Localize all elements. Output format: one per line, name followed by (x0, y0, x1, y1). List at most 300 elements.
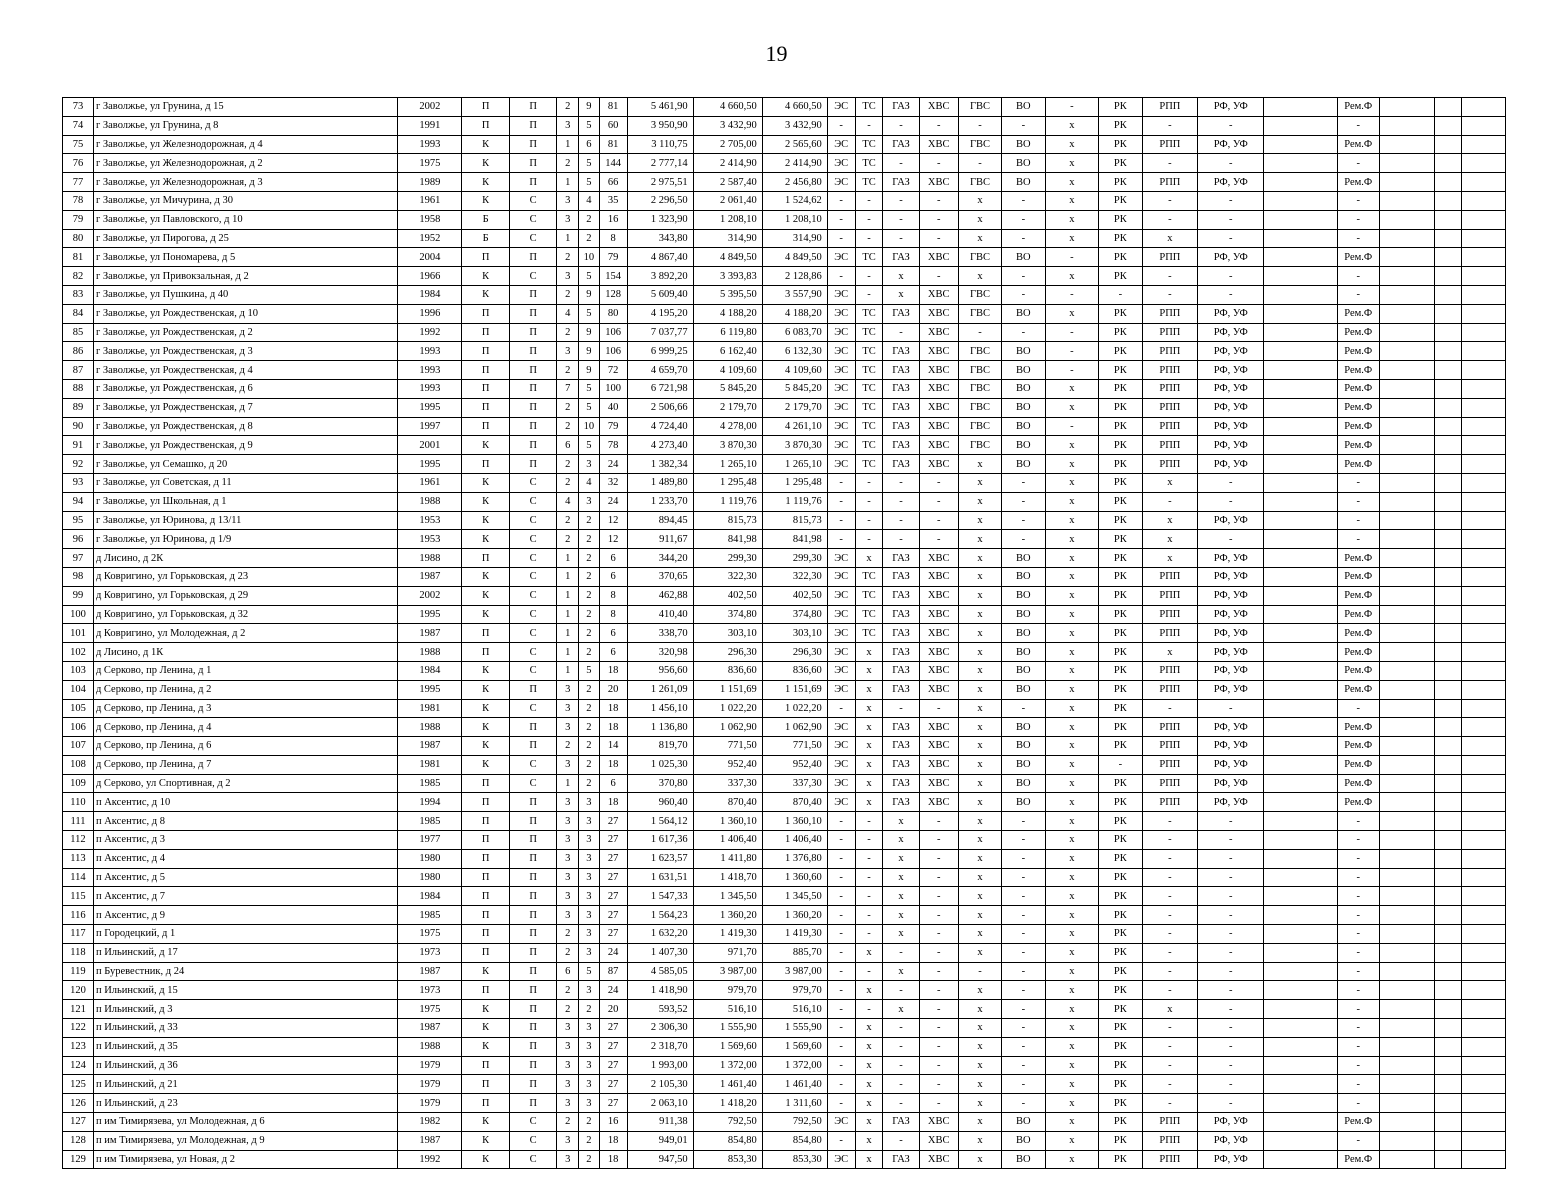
cell-es: - (827, 511, 855, 530)
cell-hvs: - (919, 887, 958, 906)
table-row (63, 511, 1506, 530)
cell-area_living2: 952,40 (762, 755, 827, 774)
cell-year: 1991 (398, 116, 462, 135)
cell-wall: П (462, 943, 509, 962)
cell-floors: 3 (557, 1094, 579, 1113)
cell-apts: 18 (599, 1131, 627, 1150)
cell-wall: К (462, 718, 509, 737)
cell-gas: - (883, 1131, 919, 1150)
cell-e3 (1462, 267, 1506, 286)
table-row (63, 98, 1506, 117)
cell-rf: РФ, УФ (1198, 135, 1264, 154)
cell-gas: - (883, 943, 919, 962)
cell-type: П (509, 868, 556, 887)
cell-area_total: 1 564,12 (627, 812, 693, 831)
cell-no: 126 (63, 1094, 94, 1113)
cell-area_living2: 1 419,30 (762, 925, 827, 944)
cell-gvs: - (958, 323, 1001, 342)
cell-ts: x (855, 680, 883, 699)
cell-area_total: 2 306,30 (627, 1019, 693, 1038)
cell-rpp: РПП (1142, 793, 1198, 812)
cell-e2 (1434, 1113, 1462, 1132)
cell-area_living: 337,30 (693, 774, 762, 793)
cell-apts: 106 (599, 342, 627, 361)
cell-entrances: 3 (579, 812, 600, 831)
cell-address: п Ильинский, д 23 (93, 1094, 397, 1113)
cell-address: д Серково, пр Ленина, д 1 (93, 661, 397, 680)
cell-gvs: x (958, 1019, 1001, 1038)
cell-vo: ВО (1002, 774, 1045, 793)
cell-es: - (827, 1000, 855, 1019)
cell-e1 (1379, 567, 1434, 586)
cell-rk: РК (1099, 455, 1142, 474)
cell-es: ЭС (827, 680, 855, 699)
cell-e3 (1462, 981, 1506, 1000)
cell-es: ЭС (827, 605, 855, 624)
cell-blank1 (1264, 229, 1337, 248)
cell-apts: 27 (599, 887, 627, 906)
cell-rpp: - (1142, 925, 1198, 944)
cell-entrances: 5 (579, 962, 600, 981)
cell-no: 78 (63, 191, 94, 210)
cell-hvs: ХВС (919, 248, 958, 267)
cell-es: ЭС (827, 173, 855, 192)
cell-wall: П (462, 342, 509, 361)
cell-wall: К (462, 267, 509, 286)
cell-rf: РФ, УФ (1198, 567, 1264, 586)
cell-vo: ВО (1002, 605, 1045, 624)
cell-rf: РФ, УФ (1198, 1113, 1264, 1132)
cell-e3 (1462, 1131, 1506, 1150)
cell-e3 (1462, 98, 1506, 117)
cell-area_living: 792,50 (693, 1113, 762, 1132)
cell-vd: x (1045, 774, 1099, 793)
cell-e3 (1462, 1113, 1506, 1132)
cell-vo: ВО (1002, 398, 1045, 417)
cell-e1 (1379, 586, 1434, 605)
cell-rem: - (1337, 210, 1379, 229)
cell-ts: ТС (855, 98, 883, 117)
cell-ts: x (855, 1056, 883, 1075)
cell-area_living: 2 414,90 (693, 154, 762, 173)
cell-no: 110 (63, 793, 94, 812)
cell-e2 (1434, 962, 1462, 981)
cell-e2 (1434, 342, 1462, 361)
table-row (63, 831, 1506, 850)
cell-gas: - (883, 699, 919, 718)
cell-type: С (509, 1113, 556, 1132)
cell-rk: РК (1099, 1131, 1142, 1150)
cell-floors: 6 (557, 436, 579, 455)
cell-vo: - (1002, 831, 1045, 850)
cell-no: 83 (63, 285, 94, 304)
cell-address: д Ковригино, ул Горьковская, д 32 (93, 605, 397, 624)
cell-rem: Рем.Ф (1337, 248, 1379, 267)
cell-rem: Рем.Ф (1337, 1150, 1379, 1169)
cell-area_living: 296,30 (693, 643, 762, 662)
cell-es: - (827, 943, 855, 962)
cell-wall: П (462, 1094, 509, 1113)
cell-rk: РК (1099, 549, 1142, 568)
cell-wall: Б (462, 210, 509, 229)
cell-floors: 1 (557, 173, 579, 192)
cell-type: С (509, 586, 556, 605)
cell-rk: РК (1099, 1056, 1142, 1075)
cell-e3 (1462, 774, 1506, 793)
cell-rem: Рем.Ф (1337, 98, 1379, 117)
cell-hvs: ХВС (919, 398, 958, 417)
cell-rem: Рем.Ф (1337, 755, 1379, 774)
cell-es: - (827, 1075, 855, 1094)
cell-blank1 (1264, 455, 1337, 474)
cell-vo: ВО (1002, 793, 1045, 812)
cell-rf: - (1198, 229, 1264, 248)
cell-year: 1987 (398, 737, 462, 756)
cell-wall: П (462, 116, 509, 135)
cell-no: 121 (63, 1000, 94, 1019)
cell-rpp: РПП (1142, 436, 1198, 455)
cell-entrances: 3 (579, 793, 600, 812)
cell-vo: - (1002, 1056, 1045, 1075)
cell-area_living2: 303,10 (762, 624, 827, 643)
cell-floors: 4 (557, 492, 579, 511)
cell-ts: x (855, 1113, 883, 1132)
cell-e1 (1379, 1019, 1434, 1038)
cell-hvs: - (919, 981, 958, 1000)
cell-e2 (1434, 605, 1462, 624)
cell-gas: ГАЗ (883, 661, 919, 680)
cell-wall: К (462, 1000, 509, 1019)
cell-vo: ВО (1002, 1113, 1045, 1132)
cell-rpp: РПП (1142, 361, 1198, 380)
cell-ts: x (855, 1150, 883, 1169)
cell-rpp: - (1142, 210, 1198, 229)
cell-e3 (1462, 1075, 1506, 1094)
cell-type: П (509, 1000, 556, 1019)
cell-gvs: x (958, 549, 1001, 568)
cell-type: П (509, 812, 556, 831)
cell-rem: - (1337, 1019, 1379, 1038)
cell-no: 92 (63, 455, 94, 474)
cell-area_living2: 853,30 (762, 1150, 827, 1169)
cell-hvs: - (919, 473, 958, 492)
cell-hvs: - (919, 699, 958, 718)
cell-year: 1987 (398, 567, 462, 586)
cell-entrances: 3 (579, 831, 600, 850)
cell-es: ЭС (827, 661, 855, 680)
cell-type: П (509, 154, 556, 173)
cell-blank1 (1264, 511, 1337, 530)
cell-e1 (1379, 699, 1434, 718)
cell-area_living: 4 849,50 (693, 248, 762, 267)
cell-hvs: ХВС (919, 624, 958, 643)
cell-e3 (1462, 567, 1506, 586)
cell-apts: 80 (599, 304, 627, 323)
cell-rem: - (1337, 849, 1379, 868)
cell-wall: К (462, 1113, 509, 1132)
cell-year: 1975 (398, 1000, 462, 1019)
cell-apts: 20 (599, 1000, 627, 1019)
cell-area_living: 5 395,50 (693, 285, 762, 304)
cell-address: п Аксентис, д 10 (93, 793, 397, 812)
cell-entrances: 5 (579, 379, 600, 398)
cell-e2 (1434, 906, 1462, 925)
cell-year: 1992 (398, 1150, 462, 1169)
cell-vd: x (1045, 831, 1099, 850)
cell-e1 (1379, 793, 1434, 812)
cell-rem: Рем.Ф (1337, 549, 1379, 568)
cell-es: - (827, 849, 855, 868)
cell-gvs: x (958, 943, 1001, 962)
cell-area_living2: 2 456,80 (762, 173, 827, 192)
cell-entrances: 5 (579, 116, 600, 135)
cell-hvs: - (919, 210, 958, 229)
cell-gas: ГАЗ (883, 455, 919, 474)
cell-es: ЭС (827, 755, 855, 774)
cell-e3 (1462, 624, 1506, 643)
cell-gvs: x (958, 267, 1001, 286)
cell-no: 119 (63, 962, 94, 981)
cell-year: 1953 (398, 511, 462, 530)
cell-no: 117 (63, 925, 94, 944)
cell-vd: x (1045, 680, 1099, 699)
cell-gas: ГАЗ (883, 98, 919, 117)
cell-ts: - (855, 511, 883, 530)
cell-gvs: x (958, 605, 1001, 624)
cell-area_living: 303,10 (693, 624, 762, 643)
cell-entrances: 3 (579, 1019, 600, 1038)
cell-no: 116 (63, 906, 94, 925)
cell-year: 1973 (398, 981, 462, 1000)
cell-address: г Заволжье, ул Рождественская, д 4 (93, 361, 397, 380)
cell-e3 (1462, 699, 1506, 718)
cell-e1 (1379, 868, 1434, 887)
cell-rf: РФ, УФ (1198, 661, 1264, 680)
cell-rem: Рем.Ф (1337, 718, 1379, 737)
cell-gvs: x (958, 586, 1001, 605)
cell-type: С (509, 605, 556, 624)
cell-rf: - (1198, 1037, 1264, 1056)
cell-floors: 1 (557, 661, 579, 680)
cell-apts: 144 (599, 154, 627, 173)
cell-area_total: 1 382,34 (627, 455, 693, 474)
cell-type: П (509, 417, 556, 436)
cell-type: П (509, 680, 556, 699)
cell-entrances: 5 (579, 398, 600, 417)
cell-type: П (509, 1037, 556, 1056)
cell-area_living2: 6 083,70 (762, 323, 827, 342)
cell-no: 103 (63, 661, 94, 680)
cell-apts: 24 (599, 943, 627, 962)
cell-type: С (509, 473, 556, 492)
cell-gas: x (883, 849, 919, 868)
cell-gas: - (883, 229, 919, 248)
cell-apts: 35 (599, 191, 627, 210)
cell-rem: Рем.Ф (1337, 455, 1379, 474)
cell-no: 74 (63, 116, 94, 135)
cell-entrances: 5 (579, 304, 600, 323)
table-row (63, 549, 1506, 568)
cell-rpp: РПП (1142, 379, 1198, 398)
cell-rf: РФ, УФ (1198, 342, 1264, 361)
cell-rk: РК (1099, 191, 1142, 210)
cell-e1 (1379, 831, 1434, 850)
table-row (63, 191, 1506, 210)
cell-rf: - (1198, 962, 1264, 981)
cell-area_total: 343,80 (627, 229, 693, 248)
cell-apts: 87 (599, 962, 627, 981)
cell-no: 99 (63, 586, 94, 605)
cell-floors: 2 (557, 323, 579, 342)
cell-area_living2: 870,40 (762, 793, 827, 812)
cell-rf: РФ, УФ (1198, 511, 1264, 530)
cell-vd: x (1045, 210, 1099, 229)
cell-area_living: 971,70 (693, 943, 762, 962)
cell-entrances: 2 (579, 774, 600, 793)
cell-apts: 27 (599, 1019, 627, 1038)
cell-type: С (509, 774, 556, 793)
cell-address: д Серково, пр Ленина, д 3 (93, 699, 397, 718)
cell-es: - (827, 267, 855, 286)
cell-vo: ВО (1002, 379, 1045, 398)
cell-no: 129 (63, 1150, 94, 1169)
cell-rpp: - (1142, 285, 1198, 304)
cell-hvs: ХВС (919, 586, 958, 605)
cell-floors: 3 (557, 1131, 579, 1150)
cell-vo: ВО (1002, 1131, 1045, 1150)
cell-vo: - (1002, 1075, 1045, 1094)
cell-e3 (1462, 210, 1506, 229)
cell-es: - (827, 191, 855, 210)
cell-apts: 6 (599, 567, 627, 586)
cell-rpp: - (1142, 1075, 1198, 1094)
cell-gas: ГАЗ (883, 436, 919, 455)
cell-rk: РК (1099, 643, 1142, 662)
cell-floors: 3 (557, 812, 579, 831)
cell-es: - (827, 1131, 855, 1150)
cell-blank1 (1264, 1056, 1337, 1075)
cell-rem: Рем.Ф (1337, 173, 1379, 192)
cell-e2 (1434, 361, 1462, 380)
cell-area_living2: 4 849,50 (762, 248, 827, 267)
cell-rk: РК (1099, 943, 1142, 962)
cell-e1 (1379, 906, 1434, 925)
cell-rf: - (1198, 285, 1264, 304)
table-row (63, 135, 1506, 154)
cell-area_total: 2 318,70 (627, 1037, 693, 1056)
cell-vo: ВО (1002, 755, 1045, 774)
cell-blank1 (1264, 492, 1337, 511)
cell-blank1 (1264, 191, 1337, 210)
cell-vd: x (1045, 511, 1099, 530)
cell-rf: РФ, УФ (1198, 549, 1264, 568)
cell-gvs: x (958, 793, 1001, 812)
cell-entrances: 10 (579, 417, 600, 436)
cell-gvs: - (958, 962, 1001, 981)
cell-wall: К (462, 473, 509, 492)
cell-ts: ТС (855, 361, 883, 380)
cell-blank1 (1264, 267, 1337, 286)
cell-hvs: - (919, 116, 958, 135)
cell-wall: К (462, 530, 509, 549)
cell-hvs: - (919, 1037, 958, 1056)
cell-area_total: 7 037,77 (627, 323, 693, 342)
cell-e2 (1434, 699, 1462, 718)
cell-es: ЭС (827, 323, 855, 342)
cell-e3 (1462, 906, 1506, 925)
cell-blank1 (1264, 567, 1337, 586)
cell-area_total: 3 892,20 (627, 267, 693, 286)
cell-e3 (1462, 361, 1506, 380)
cell-area_total: 1 233,70 (627, 492, 693, 511)
cell-area_living: 6 162,40 (693, 342, 762, 361)
cell-es: - (827, 473, 855, 492)
cell-hvs: ХВС (919, 173, 958, 192)
cell-es: - (827, 492, 855, 511)
cell-gas: ГАЗ (883, 680, 919, 699)
cell-blank1 (1264, 1113, 1337, 1132)
cell-vd: x (1045, 1131, 1099, 1150)
cell-es: - (827, 868, 855, 887)
cell-blank1 (1264, 755, 1337, 774)
cell-ts: x (855, 943, 883, 962)
cell-blank1 (1264, 831, 1337, 850)
cell-vd: x (1045, 1094, 1099, 1113)
cell-rk: РК (1099, 473, 1142, 492)
cell-vo: - (1002, 1037, 1045, 1056)
cell-blank1 (1264, 737, 1337, 756)
cell-apts: 24 (599, 455, 627, 474)
cell-gas: x (883, 906, 919, 925)
cell-floors: 1 (557, 605, 579, 624)
table-row (63, 116, 1506, 135)
cell-rpp: - (1142, 962, 1198, 981)
cell-area_living2: 2 128,86 (762, 267, 827, 286)
table-row (63, 962, 1506, 981)
cell-apts: 18 (599, 699, 627, 718)
cell-blank1 (1264, 361, 1337, 380)
cell-rk: РК (1099, 135, 1142, 154)
cell-no: 118 (63, 943, 94, 962)
cell-e3 (1462, 831, 1506, 850)
cell-vo: ВО (1002, 98, 1045, 117)
cell-e1 (1379, 267, 1434, 286)
cell-ts: - (855, 906, 883, 925)
cell-year: 1961 (398, 191, 462, 210)
cell-blank1 (1264, 248, 1337, 267)
cell-entrances: 2 (579, 605, 600, 624)
cell-blank1 (1264, 436, 1337, 455)
cell-vd: x (1045, 943, 1099, 962)
cell-hvs: ХВС (919, 436, 958, 455)
cell-gvs: x (958, 849, 1001, 868)
cell-blank1 (1264, 173, 1337, 192)
cell-e3 (1462, 1037, 1506, 1056)
cell-rem: - (1337, 1094, 1379, 1113)
cell-floors: 2 (557, 98, 579, 117)
cell-rpp: РПП (1142, 135, 1198, 154)
cell-floors: 3 (557, 680, 579, 699)
cell-entrances: 5 (579, 661, 600, 680)
cell-address: г Заволжье, ул Мичурина, д 30 (93, 191, 397, 210)
table-row (63, 755, 1506, 774)
cell-gas: x (883, 1000, 919, 1019)
cell-wall: К (462, 1131, 509, 1150)
cell-rf: РФ, УФ (1198, 98, 1264, 117)
cell-vo: - (1002, 868, 1045, 887)
cell-gas: - (883, 1019, 919, 1038)
cell-vo: ВО (1002, 549, 1045, 568)
